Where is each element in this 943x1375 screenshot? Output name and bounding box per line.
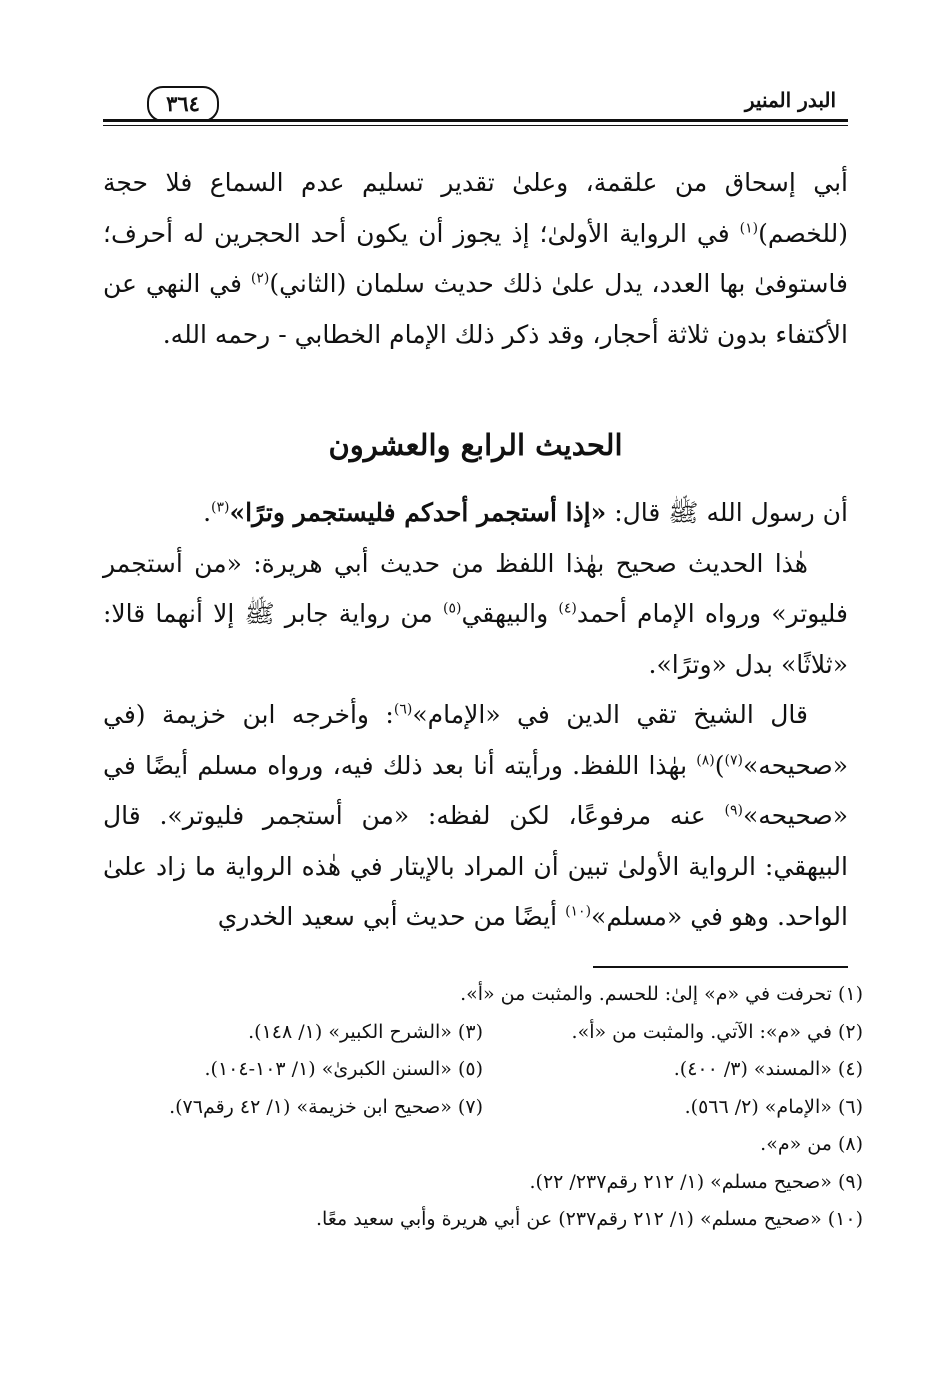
text-run: . bbox=[203, 498, 212, 527]
footnote-ref: (٥) bbox=[443, 600, 462, 617]
footnote-ref: (٦) bbox=[393, 701, 413, 718]
text-run: والبيهقي bbox=[461, 599, 559, 628]
footnote: (١) تحرفت في «م» إلىٰ: للحسم. والمثبت من «أ». bbox=[460, 983, 863, 1005]
footnote: (٤) «المسند» (٣/ ٤٠٠). bbox=[673, 1058, 863, 1080]
footnotes bbox=[103, 976, 863, 1239]
footnote-ref: (٢) bbox=[250, 270, 270, 287]
running-title: البدر المنير bbox=[744, 88, 836, 112]
footnote: (١٠) «صحيح مسلم» (١/ ٢١٢ رقم٢٣٧) عن أبي هريرة وأبي سعيد معًا. bbox=[315, 1208, 863, 1230]
footnote-ref: (٤) bbox=[558, 600, 577, 617]
text-run: أيضًا من حديث أبي سعيد الخدري bbox=[217, 902, 566, 931]
footnote-ref: (٣) bbox=[211, 499, 230, 516]
footnote-row bbox=[103, 1089, 863, 1127]
footnote-ref: (٨) bbox=[696, 752, 715, 769]
text-run: : وأخرجه ابن خزيمة (في «صحيحه» bbox=[103, 700, 848, 780]
text-run: أن رسول الله ﷺ قال: bbox=[606, 498, 848, 527]
text-run: هٰذا الحديث صحيح بهٰذا اللفظ من حديث أبي هريرة: «من أستجمر فليوتر» ورواه الإمام أحمد bbox=[103, 548, 848, 628]
paragraph-intro bbox=[103, 158, 848, 360]
footnote: (٩) «صحيح مسلم» (١/ ٢١٢ رقم٢٣٧/ ٢٢). bbox=[529, 1170, 863, 1193]
paragraph-hadith bbox=[103, 488, 848, 690]
footnote: (٧) «صحيح ابن خزيمة» (١/ ٤٢ رقم٧٦). bbox=[169, 1095, 483, 1118]
footnote: (٦) «الإمام» (٢/ ٥٦٦). bbox=[684, 1095, 863, 1118]
footnote-ref: (٩) bbox=[724, 802, 743, 819]
footnote-separator bbox=[593, 966, 848, 968]
page-number: ٣٦٤ bbox=[147, 86, 219, 122]
footnote-row bbox=[103, 1014, 863, 1052]
footnote-row bbox=[103, 1051, 863, 1089]
footnote: (٥) «السنن الكبرىٰ» (١/ ١٠٣-١٠٤). bbox=[204, 1058, 483, 1080]
footnote: (٢) في «م»: الآتي. والمثبت من «أ». bbox=[571, 1020, 863, 1043]
paragraph-commentary bbox=[103, 690, 848, 943]
footnote-ref: (١٠) bbox=[565, 903, 592, 920]
footnote-ref: (٧) bbox=[724, 752, 743, 769]
footnote: (٨) من «م». bbox=[760, 1133, 863, 1155]
hadith-quote: «إذا أستجمر أحدكم فليستجمر وترًا» bbox=[229, 498, 607, 527]
text-run: عنه مرفوعًا، لكن لفظه: «من أستجمر فليوتر». قال البيهقي: الرواية الأولىٰ تبين أن المراد بالإيتار في هٰذه الرواية ما زاد علىٰ الواحد. وهو في «مسلم» bbox=[103, 801, 848, 931]
header-rule-thick bbox=[103, 119, 848, 122]
text-run: أبي إسحاق من علقمة، وعلىٰ تقدير تسليم عدم السماع فلا حجة (للخصم) bbox=[103, 168, 848, 248]
page-header bbox=[103, 86, 848, 136]
footnote-ref: (١) bbox=[739, 220, 759, 237]
text-run: من رواية جابر ﷺ إلا أنهما قالا: «ثلاثًا» بدل «وترًا». bbox=[103, 599, 848, 679]
text-run: في الرواية الأولىٰ؛ إذ يجوز أن يكون أحد الحجرين له أحرف؛ فاستوفىٰ بها العدد، يدل علىٰ ذلك حديث سلمان (الثاني) bbox=[103, 218, 848, 298]
text-run: قال الشيخ تقي الدين في «الإمام» bbox=[412, 700, 809, 729]
header-rule-thin bbox=[103, 125, 848, 126]
text-run: ) bbox=[714, 750, 725, 780]
section-heading: الحديث الرابع والعشرون bbox=[328, 428, 623, 462]
footnote: (٣) «الشرح الكبير» (١/ ١٤٨). bbox=[248, 1020, 483, 1043]
text-run: في النهي عن الأكتفاء بدون ثلاثة أحجار، وقد ذكر ذلك الإمام الخطابي - رحمه الله. bbox=[103, 269, 848, 349]
text-run: بهٰذا اللفظ. ورأيته أنا بعد ذلك فيه، ورواه مسلم أيضًا في «صحيحه» bbox=[103, 750, 848, 830]
